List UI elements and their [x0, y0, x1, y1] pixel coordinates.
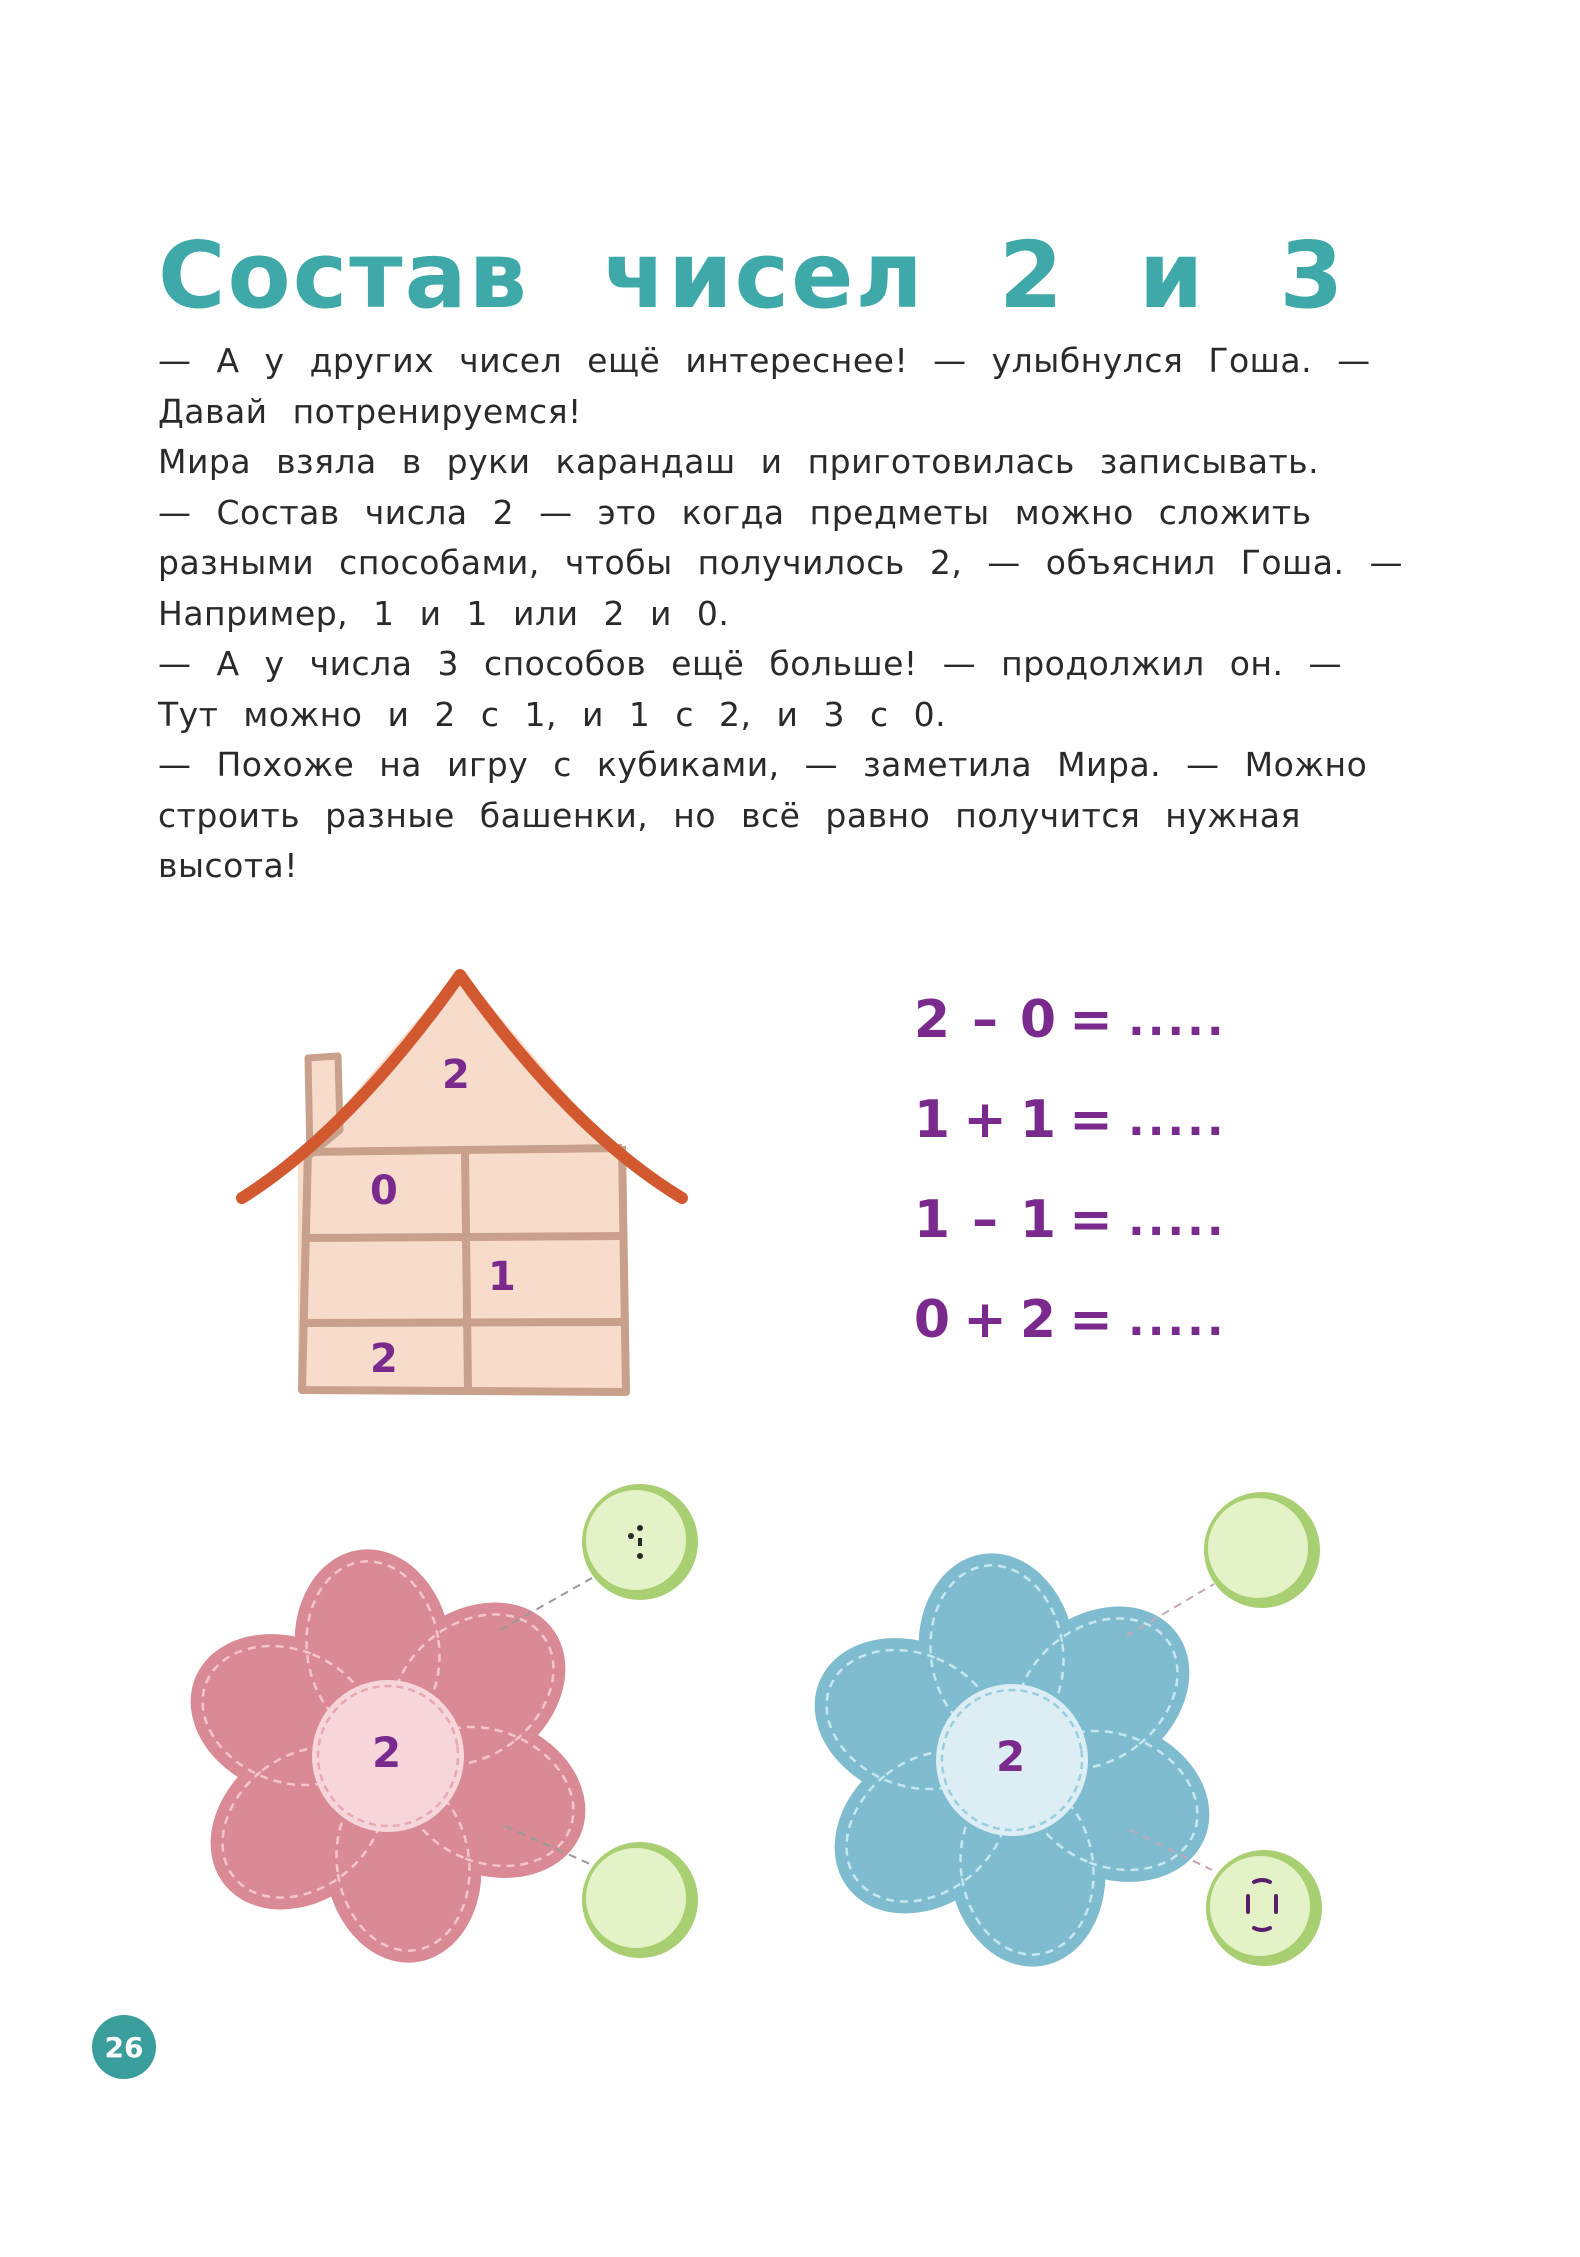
pink-flower-center-number: 2 [372, 1728, 402, 1777]
page-number-badge: 26 [92, 2015, 156, 2079]
house-cell: 2 [370, 1336, 398, 1382]
flowers-exercise [0, 1460, 1580, 2020]
answer-circle-pink-bottom[interactable] [582, 1842, 698, 1958]
equation-row: 0 + 2 = ..... [913, 1290, 1227, 1350]
answer-blank[interactable]: ..... [1128, 994, 1227, 1046]
story-line: — Похоже на игру с кубиками, — заметила Мира. — Можно [158, 745, 1368, 784]
answer-blank[interactable]: ..... [1128, 1094, 1227, 1146]
number-house [230, 940, 690, 1400]
story-line: разными способами, чтобы получилось 2, — объяснил Гоша. — [158, 543, 1403, 582]
page-title: Состав чисел 2 и 3 [158, 221, 1346, 329]
equation-row: 1 – 1 = ..... [913, 1190, 1227, 1250]
story-line: Тут можно и 2 с 1, и 1 с 2, и 3 с 0. [158, 694, 947, 734]
story-line: — Состав числа 2 — это когда предметы можно сложить [158, 492, 1312, 532]
story-text [158, 336, 1458, 892]
story-line: — А у других чисел ещё интереснее! — улыбнулся Гоша. — [158, 341, 1371, 380]
blue-flower-center-number: 2 [996, 1732, 1026, 1781]
roof-number: 2 [442, 1052, 470, 1098]
story-line: высота! [158, 846, 299, 885]
equation-row: 2 – 0 = ..... [913, 990, 1227, 1050]
equations [912, 970, 1312, 1370]
house-cell: 0 [370, 1168, 398, 1214]
house-icon [230, 940, 690, 1400]
answer-blank[interactable]: ..... [1128, 1194, 1227, 1246]
story-line: строить разные башенки, но всё равно получится нужная [158, 795, 1301, 835]
answer-blank[interactable]: ..... [1128, 1294, 1227, 1346]
equation-row: 1 + 1 = ..... [913, 1090, 1227, 1150]
story-line: — А у числа 3 способов ещё больше! — продолжил он. — [158, 644, 1342, 683]
story-line: Давай потренируемся! [158, 391, 582, 431]
answer-circle-blue-bottom[interactable] [1206, 1850, 1322, 1966]
house-cell: 1 [488, 1254, 516, 1300]
story-line: Например, 1 и 1 или 2 и 0. [158, 593, 730, 633]
answer-circle-pink-top[interactable] [582, 1484, 698, 1600]
answer-circle-blue-top[interactable] [1204, 1492, 1320, 1608]
story-line: Мира взяла в руки карандаш и приготовилась записывать. [158, 442, 1320, 481]
